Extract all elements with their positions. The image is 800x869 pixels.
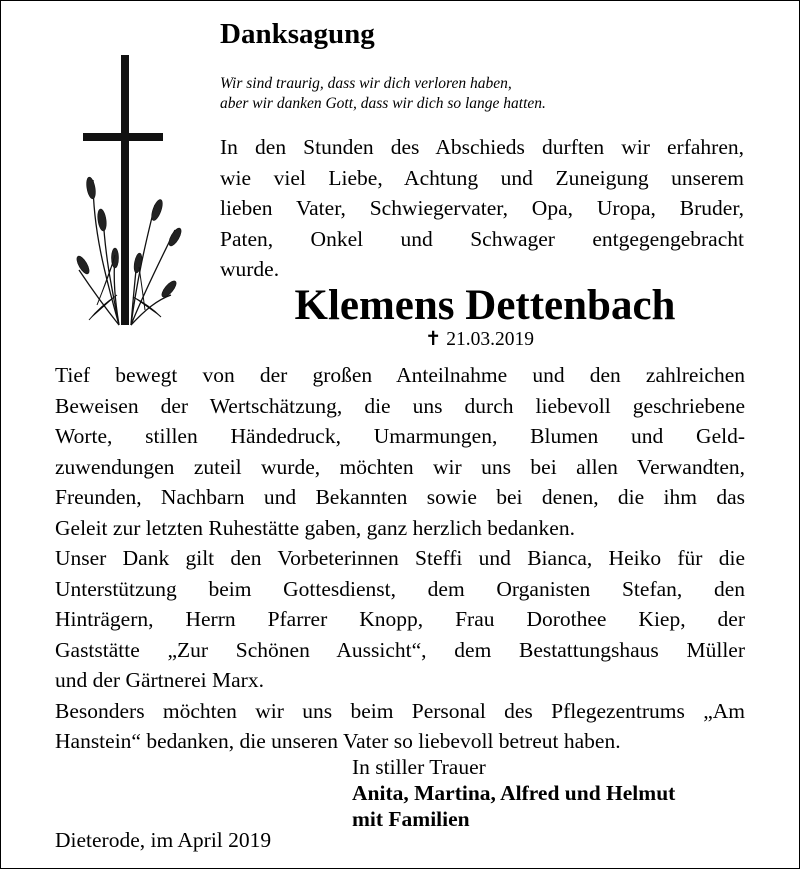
- body-paragraph: [55, 360, 745, 757]
- intro-paragraph: [220, 132, 744, 285]
- body-line: Unser Dank gilt den Vorbeterinnen Steffi und Bianca, Heiko für die: [55, 546, 745, 570]
- body-line: Hanstein“ bedanken, die unseren Vater so liebevoll betreut haben.: [55, 729, 621, 753]
- notice-title: Danksagung: [220, 18, 375, 50]
- deceased-name: Klemens Dettenbach: [294, 282, 676, 329]
- intro-line: wie viel Liebe, Achtung und Zuneigung unserem: [220, 165, 744, 190]
- body-line: Worte, stillen Händedruck, Umarmungen, Blumen und Geld-: [55, 424, 745, 448]
- body-line: Besonders möchten wir uns beim Personal des Pflegezentrums „Am: [55, 698, 745, 723]
- body-line: Geleit zur letzten Ruhestätte gaben, ganz herzlich bedanken.: [55, 515, 575, 540]
- intro-line: Paten, Onkel und Schwager entgegengebracht: [220, 226, 744, 251]
- signature-intro: In stiller Trauer: [352, 755, 486, 779]
- body-line: zuwendungen zuteil wurde, möchten wir uns bei allen Verwandten,: [55, 454, 745, 479]
- death-date: 21.03.2019: [446, 329, 534, 350]
- motto-line: aber wir danken Gott, dass wir dich so lange hatten.: [220, 95, 546, 112]
- notice-motto: [220, 74, 546, 114]
- body-line: Hinträgern, Herrn Pfarrer Knopp, Frau Dorothee Kiep, der: [55, 607, 745, 631]
- body-line: Beweisen der Wertschätzung, die uns durch liebevoll geschriebene: [55, 393, 745, 418]
- cross-icon: ✝: [425, 329, 442, 350]
- body-line: Freunden, Nachbarn und Bekannten sowie bei denen, die ihm das: [55, 485, 745, 509]
- body-line: Unterstützung beim Gottesdienst, dem Organisten Stefan, den: [55, 576, 745, 601]
- intro-line: lieben Vater, Schwiegervater, Opa, Uropa, Bruder,: [220, 196, 744, 220]
- intro-line: In den Stunden des Abschieds durften wir erfahren,: [220, 135, 744, 159]
- intro-line: wurde.: [220, 257, 280, 281]
- body-line: Tief bewegt von der großen Anteilnahme und den zahlreichen: [55, 363, 745, 387]
- motto-line: Wir sind traurig, dass wir dich verloren haben,: [220, 75, 512, 92]
- body-line: Gaststätte „Zur Schönen Aussicht“, dem Bestattungshaus Müller: [55, 637, 745, 662]
- body-line: und der Gärtnerei Marx.: [55, 668, 264, 692]
- signature-families: mit Familien: [352, 807, 470, 831]
- place-date: Dieterode, im April 2019: [55, 828, 272, 852]
- death-date-line: [425, 327, 534, 351]
- signature-names: Anita, Martina, Alfred und Helmut: [352, 781, 676, 805]
- signature-block: [352, 754, 675, 832]
